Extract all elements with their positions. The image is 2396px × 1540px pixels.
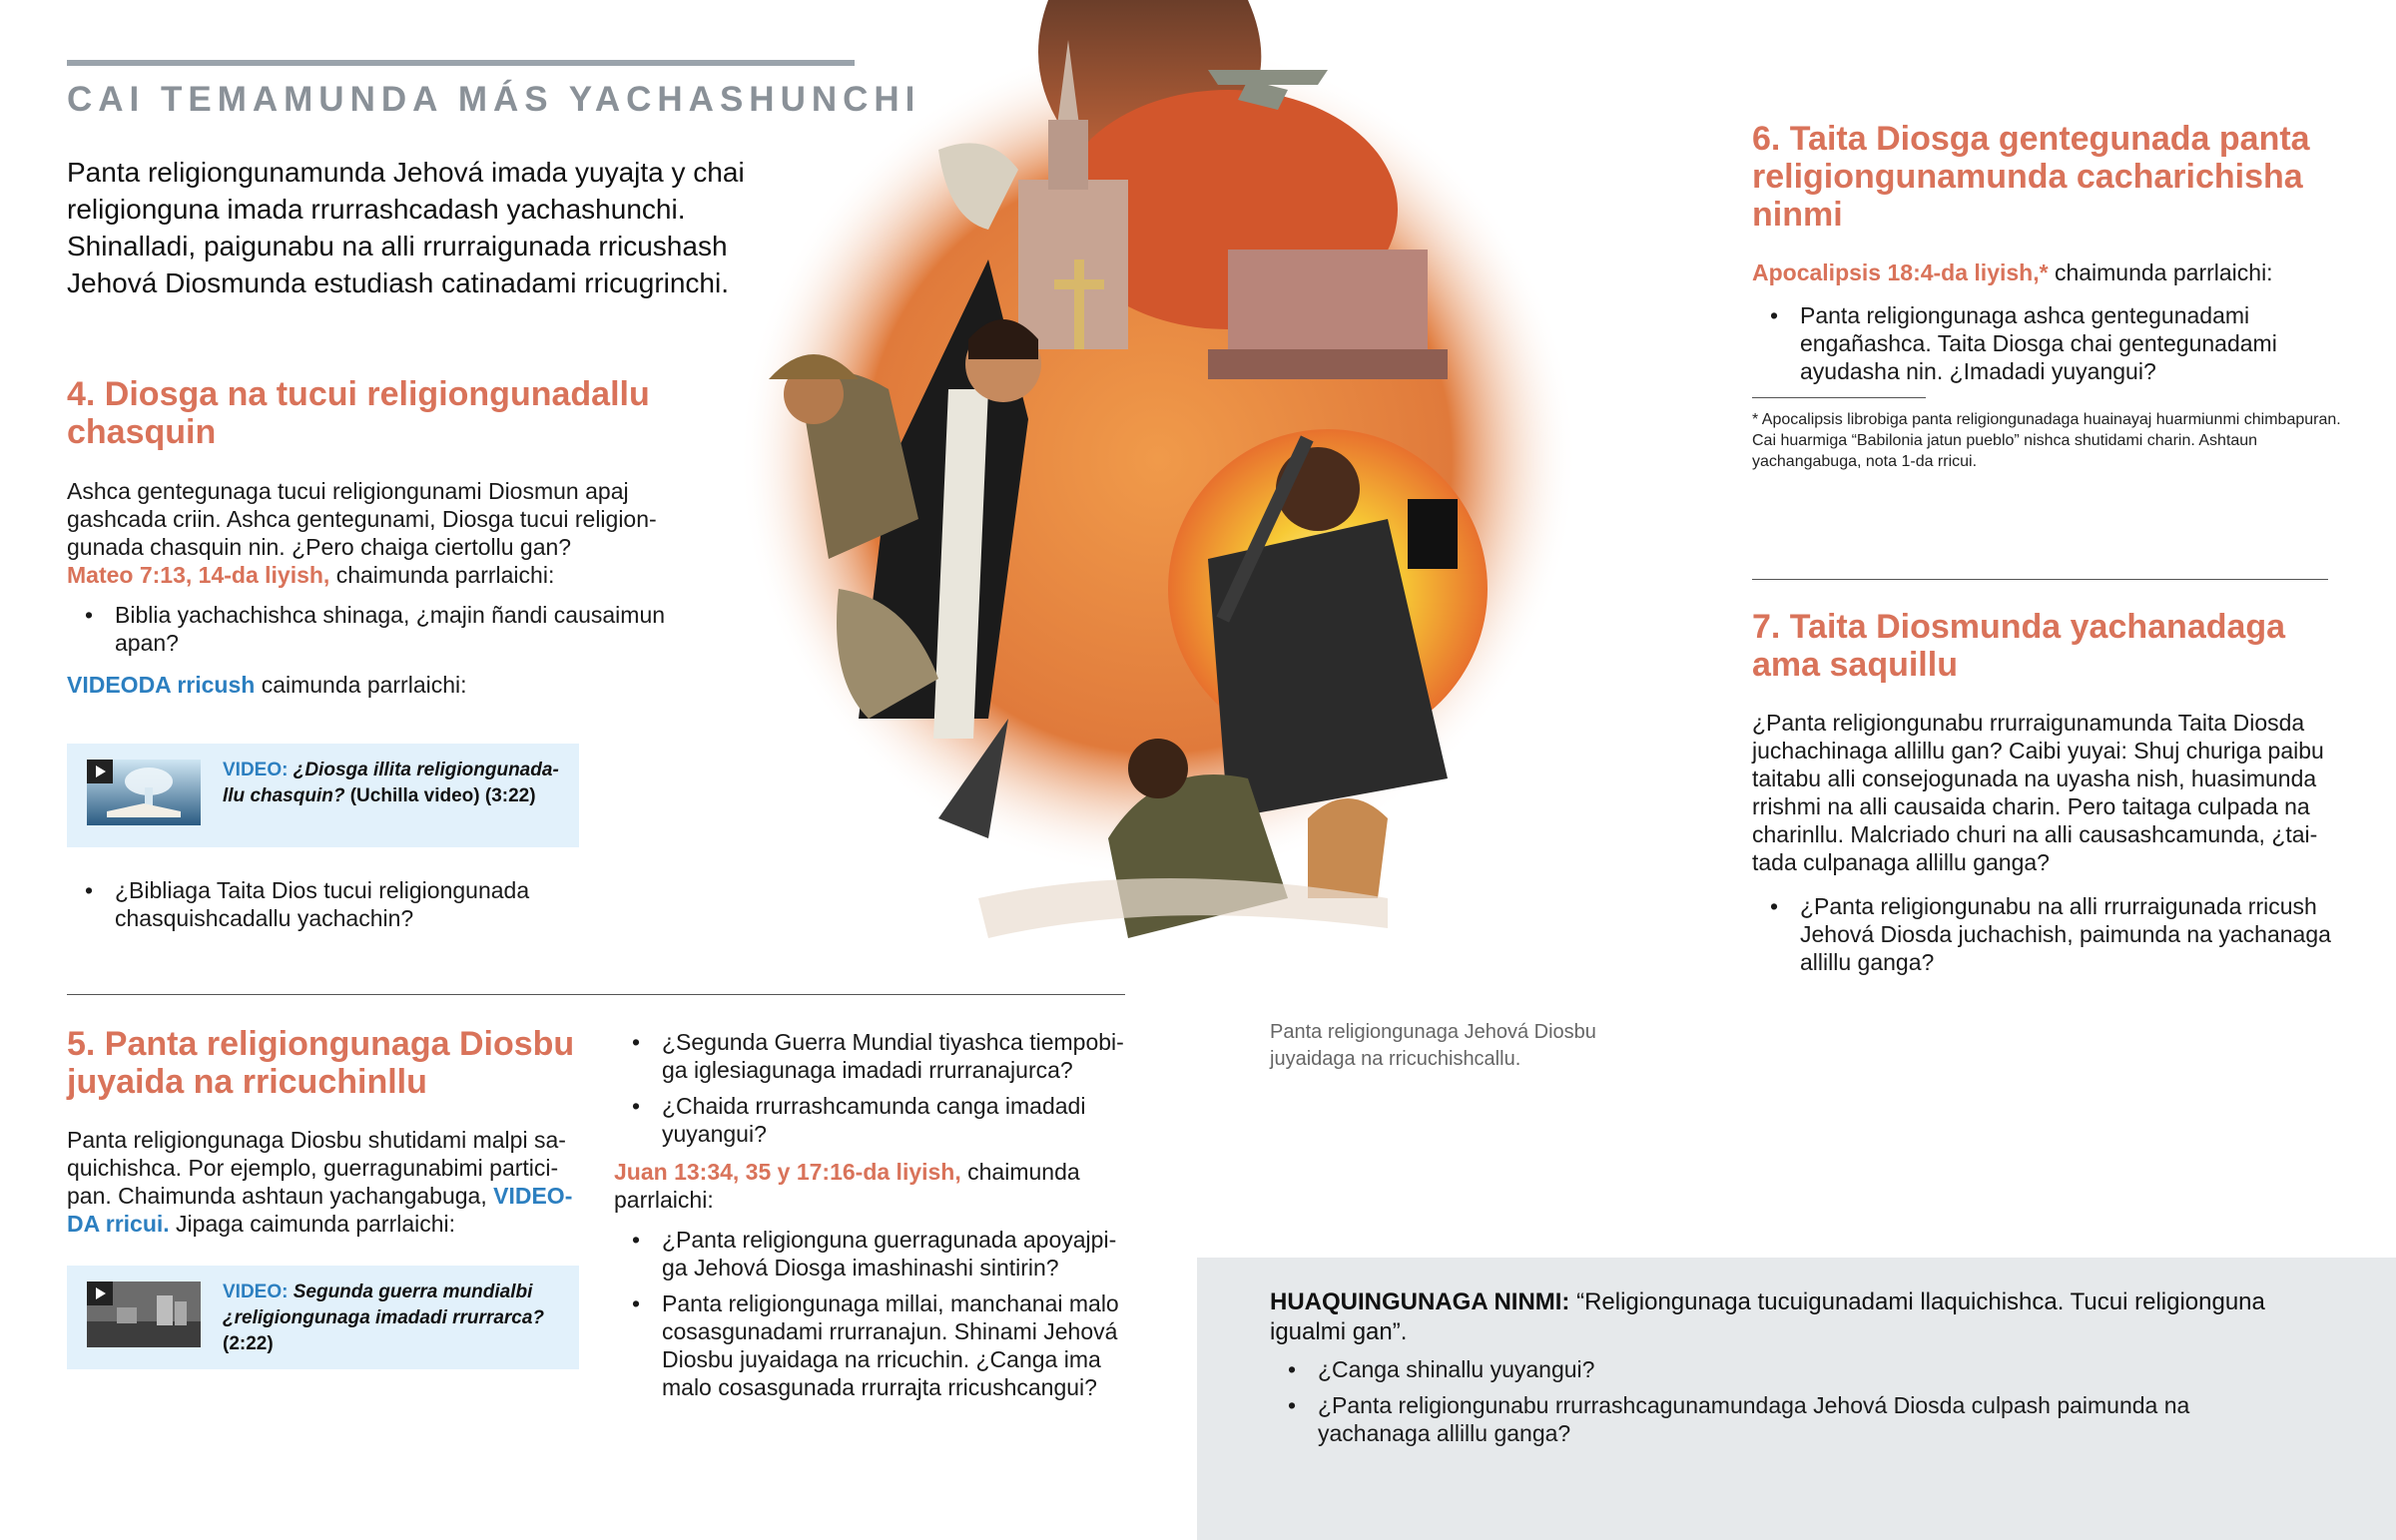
section-4-video-card[interactable] (67, 744, 579, 847)
section-5-bullets-2 (614, 1226, 1133, 1401)
section-5-scripture-link[interactable]: Juan 13:34, 35 y 17:16-da liyish, (614, 1159, 961, 1185)
section-5-bullet-4: • Panta religiongunaga millai, manchanai malo cosasgunadami rrurranajun. Shinami Jehová Diosbu juyaidaga na rricuchin. ¿Canga ima malo cosasgunada rrurrajta rricushcangui? (662, 1289, 1133, 1401)
section-7-bullets (1752, 892, 2379, 984)
section-4-body: Ashca gentegunaga tucui religiongunami Diosmun apaj gashcada criin. Ashca gentegunami, Diosga tucui religiongunada chasquin nin. ¿Pero chaiga ciertollu gan? (67, 478, 657, 560)
section-5-bullets-1 (614, 1028, 1133, 1148)
section-4-video-intro: VIDEODA rricush caimunda parrlaichi: (67, 672, 467, 698)
video-thumbnail[interactable] (87, 1282, 201, 1347)
section-4-bullets (67, 601, 676, 657)
play-icon[interactable] (87, 1282, 113, 1305)
section-4-content (67, 477, 676, 699)
intro-paragraph: Panta religiongunamunda Jehová imada yuyajta y chai religionguna imada rrurrashcadash yachashunchi. Shinalladi, paigunabu na alli rrurraigunada rricushash Jehová Diosmunda estudiash catinadami rricugrinchi. (67, 157, 745, 298)
section-5-ref-line: Juan 13:34, 35 y 17:16-da liyish, chaimunda parrlaichi: (614, 1159, 1080, 1213)
section-5-bullet-1: • ¿Segunda Guerra Mundial tiyashca tiempobiga iglesiagunaga imadadi rrurranajurca? (662, 1028, 1133, 1084)
section-divider (1752, 579, 2328, 580)
play-icon[interactable] (87, 760, 113, 783)
section-5-body: Panta religiongunaga Diosbu shutidami malpi saquichishca. Por ejemplo, guerragunabimi participan. Chaimunda ashtaun yachangabuga, VIDEODA rricui. Jipaga caimunda parrlaichi: (67, 1127, 573, 1237)
section-7-body: ¿Panta religiongunabu rrurraigunamunda Taita Diosda juchachinaga allillu gan? Caibi yuyai: Shuj churiga paibu taitabu alli consejogunada na uyasha nish, huasimunda rrishmi na alli causaida charin. Pero taitaga culpada na charinllu. Malcriado churi na alli causashcamunda, ¿taitada culpanaga allillu ganga? (1752, 710, 2324, 875)
section-6-heading: 6. Taita Diosga gentegunada panta religiongunamunda cacharichisha ninmi (1752, 120, 2310, 234)
section-4-heading: 4. Diosga na tucui religiongunadallu chasquin (67, 375, 650, 451)
summary-box (1197, 1258, 2396, 1540)
section-6-footnote: * Apocalipsis librobiga panta religiongunadaga huainayaj huarmiunmi chimbapuran. Cai huarmiga “Babilonia jatun pueblo” nishca shutidami charin. Ashtaun yachangabuga, nota 1-da rricui. (1752, 411, 2341, 470)
section-4-video-link[interactable]: VIDEODA rricush (67, 672, 256, 698)
summary-bullet-1: • ¿Canga shinallu yuyangui? (1318, 1355, 2236, 1383)
section-4-bullet-2: • ¿Bibliaga Taita Dios tucui religiongunada chasquishcadallu yachachin? (115, 876, 674, 932)
section-5-bullet-3: • ¿Panta religionguna guerragunada apoyajpiga Jehová Diosga imashinashi sintirin? (662, 1226, 1133, 1282)
video-thumbnail[interactable] (87, 760, 201, 825)
footnote-rule (1752, 397, 1926, 398)
religion-war-illustration (689, 0, 1747, 998)
footnote-marker[interactable]: * (2039, 259, 2049, 285)
summary-bullets (1270, 1355, 2236, 1455)
section-4-bullets-2 (67, 876, 674, 940)
video-title-text: VIDEO: ¿Diosga illita religiongunadallu chasquin? (Uchilla video) (3:22) (223, 760, 559, 806)
section-6-scripture-link[interactable]: Apocalipsis 18:4-da liyish, (1752, 259, 2040, 285)
section-6-bullet-1: • Panta religiongunaga ashca gentegunadami engañashca. Taita Diosga chai gentegunadami ayudasha nin. ¿Imadadi yuyangui? (1800, 301, 2359, 385)
section-5-questions (614, 1028, 1133, 1409)
section-4-bullet-1: • Biblia yachachishca shinaga, ¿majin ñandi causaimun apan? (115, 601, 676, 657)
summary-statement: HUAQUINGUNAGA NINMI: “Religiongunaga tucuigunadami llaquichishca. Tucui religionguna igualmi gan”. (1270, 1288, 2265, 1345)
illustration-caption: Panta religiongunaga Jehová Diosbu juyaidaga na rricuchishcallu. (1270, 1021, 1596, 1070)
section-4-scripture-link[interactable]: Mateo 7:13, 14-da liyish, (67, 562, 330, 588)
section-kicker: CAI TEMAMUNDA MÁS YACHASHUNCHI (67, 80, 921, 119)
section-5-bullet-2: • ¿Chaida rrurrashcamunda canga imadadi yuyangui? (662, 1092, 1133, 1148)
section-6-ref-line: Apocalipsis 18:4-da liyish,* chaimunda parrlaichi: (1752, 259, 2273, 285)
section-6-bullets (1752, 301, 2359, 393)
section-5-video-link[interactable]: VIDEODA rricui. (67, 1183, 573, 1237)
section-5-heading: 5. Panta religiongunaga Diosbu juyaida na rricuchinllu (67, 1025, 575, 1101)
summary-bullet-2: • ¿Panta religiongunabu rrurrashcagunamundaga Jehová Diosda culpash paimunda na yachanaga allillu ganga? (1318, 1391, 2236, 1447)
video-title-text: VIDEO: Segunda guerra mundialbi ¿religiongunaga imadadi rrurrarca? (2:22) (223, 1282, 545, 1354)
section-7-heading: 7. Taita Diosmunda yachanadaga ama saquillu (1752, 608, 2286, 684)
section-7-bullet-1: • ¿Panta religiongunabu na alli rrurraigunada rricush Jehová Diosda juchachish, paimunda na yachanaga allillu ganga? (1800, 892, 2379, 976)
section-4-ref-line: Mateo 7:13, 14-da liyish, chaimunda parrlaichi: (67, 562, 555, 588)
section-5-video-card[interactable] (67, 1266, 579, 1369)
